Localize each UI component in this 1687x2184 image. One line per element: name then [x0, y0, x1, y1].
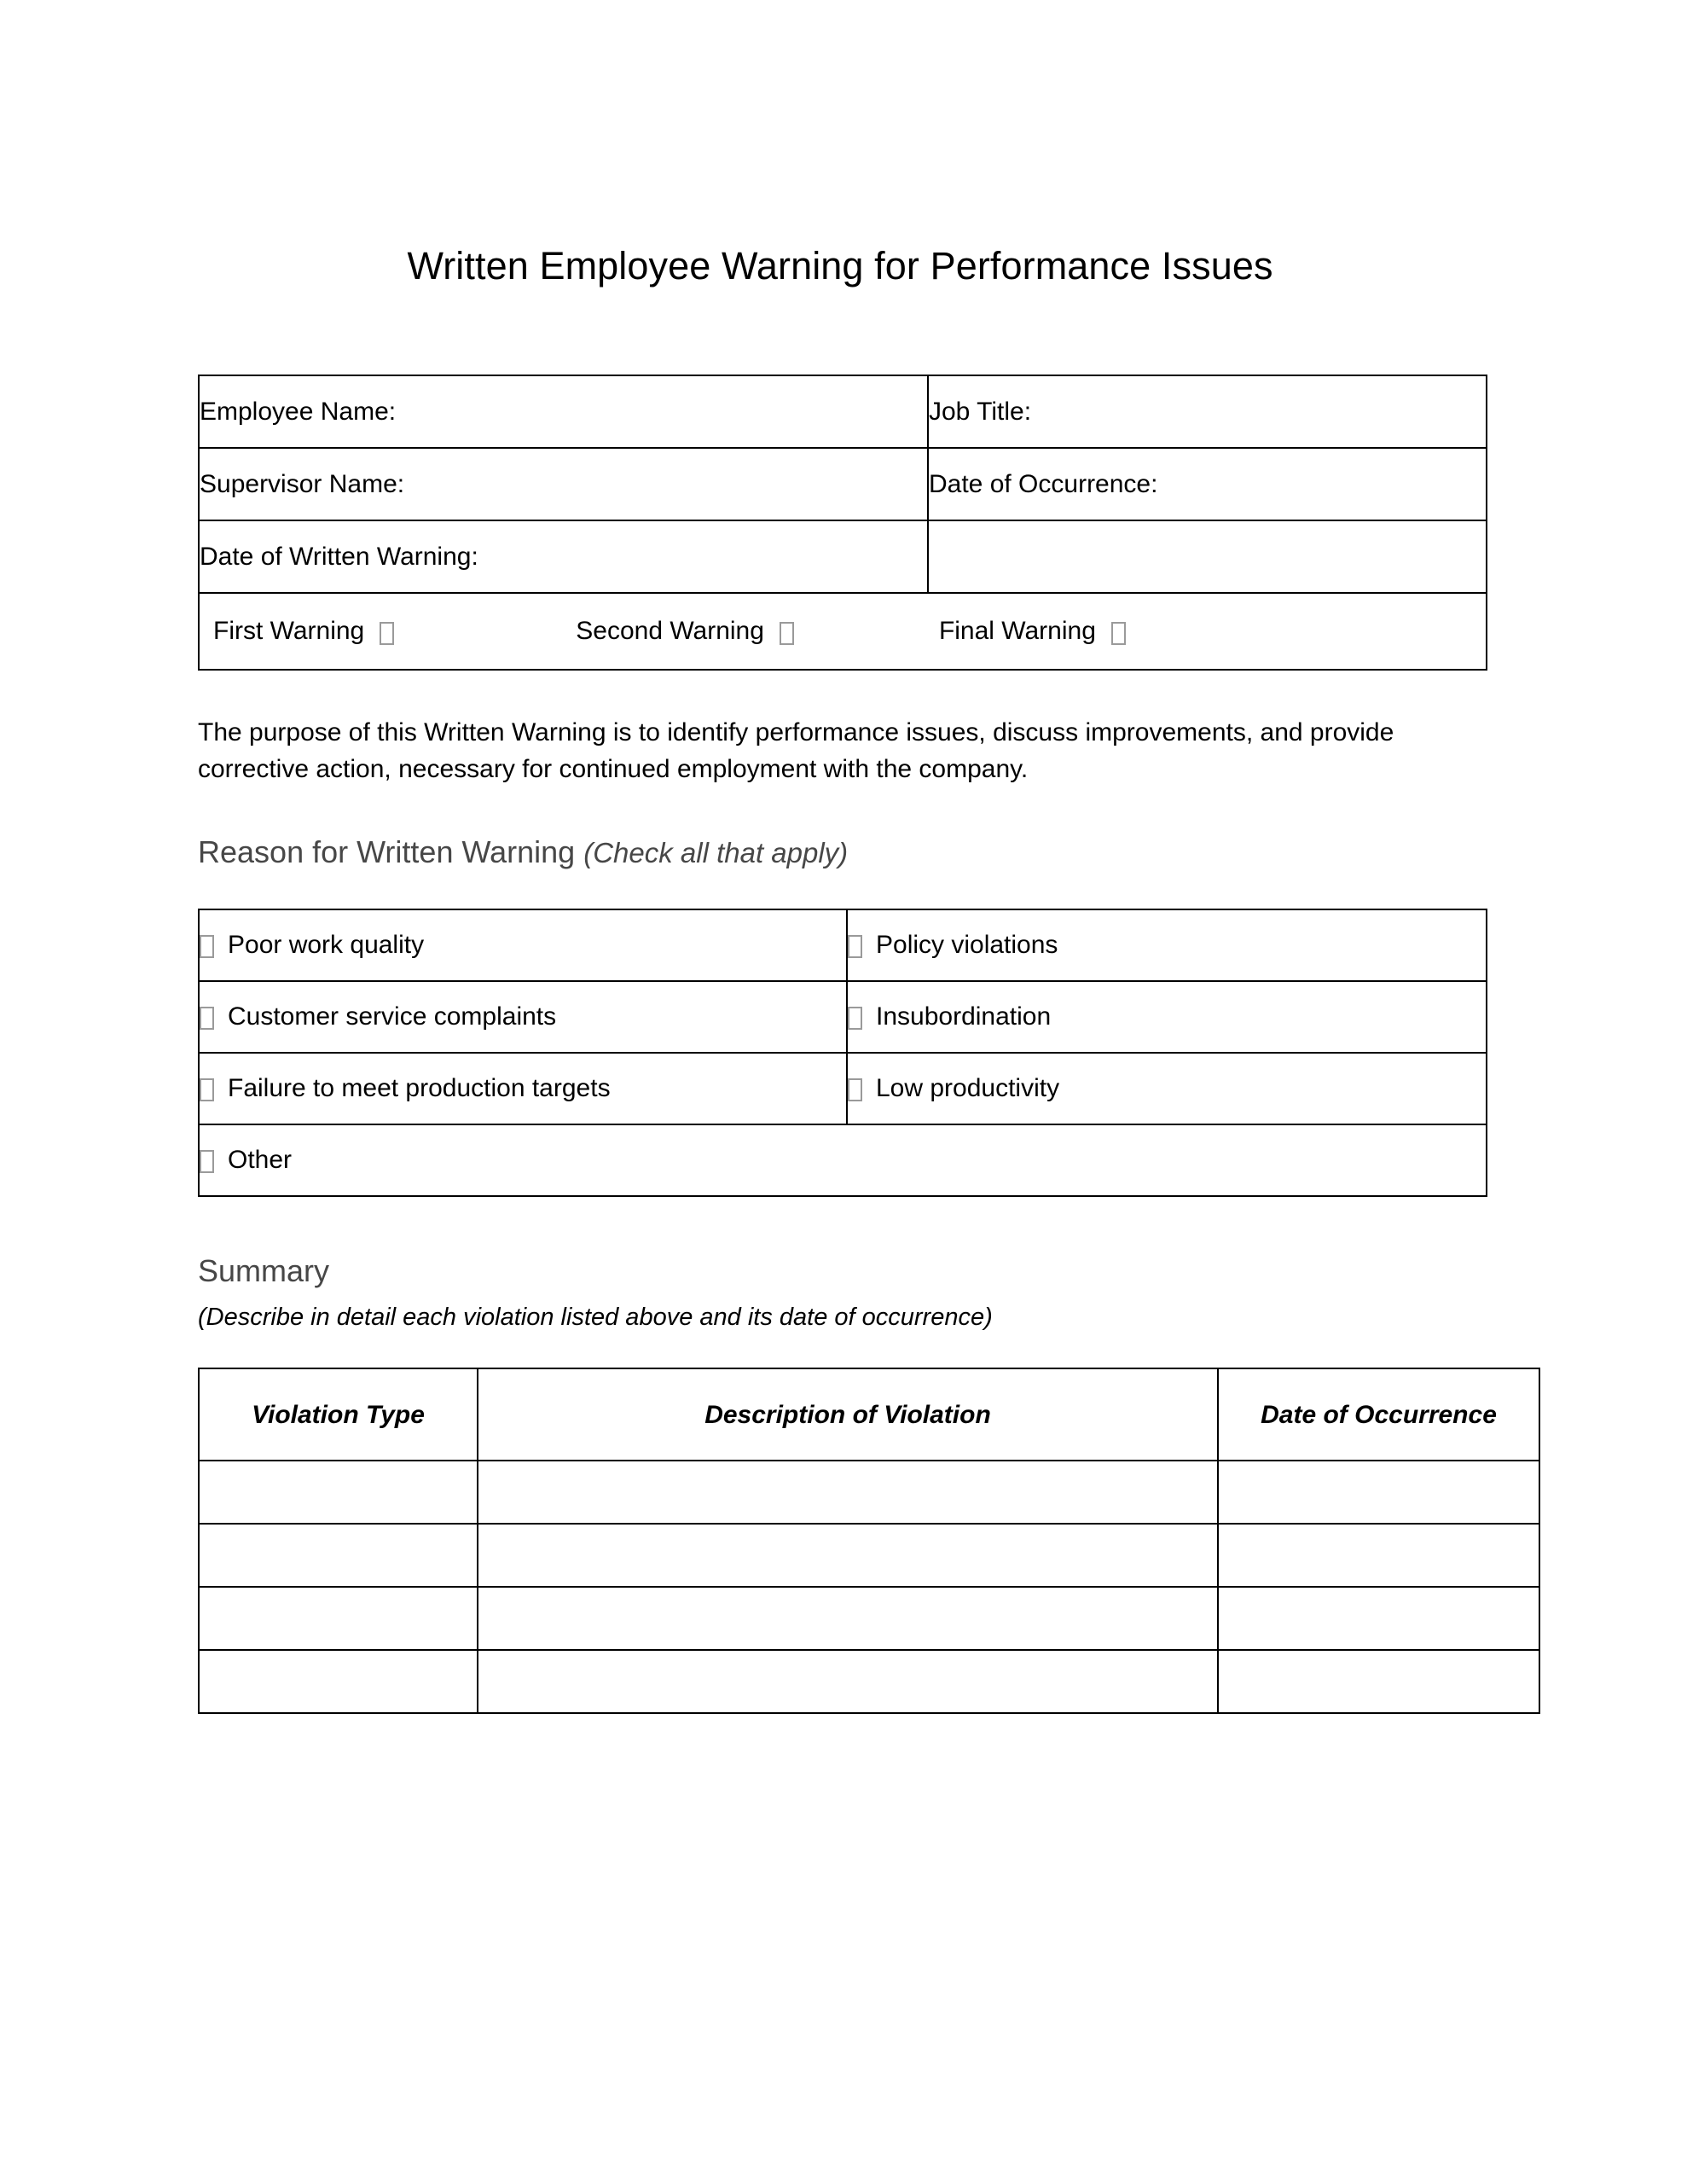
table-row — [199, 520, 1487, 593]
reason-option-label: Failure to meet production targets — [228, 1073, 611, 1102]
table-row — [199, 1650, 1539, 1713]
reason-option-label: Poor work quality — [228, 930, 425, 959]
date-of-occurrence-cell[interactable] — [1218, 1650, 1539, 1713]
date-of-occurrence-cell[interactable] — [1218, 1587, 1539, 1650]
reason-section-heading — [198, 833, 1482, 871]
unchecked-checkbox-icon[interactable] — [200, 1078, 214, 1101]
unchecked-checkbox-icon[interactable] — [848, 1078, 862, 1101]
violation-type-cell[interactable] — [199, 1587, 478, 1650]
reason-checkbox-table — [198, 909, 1487, 1197]
column-header-date-of-occurrence: Date of Occurrence — [1218, 1368, 1539, 1461]
unchecked-checkbox-icon[interactable] — [200, 935, 214, 958]
description-cell[interactable] — [478, 1524, 1218, 1587]
unchecked-checkbox-icon[interactable] — [1111, 622, 1126, 645]
table-row — [199, 1461, 1539, 1524]
reason-option-cell[interactable] — [847, 981, 1487, 1053]
table-header-row — [199, 1368, 1539, 1461]
summary-note: (Describe in detail each violation listed above and its date of occurrence) — [198, 1303, 993, 1331]
violation-type-cell[interactable] — [199, 1461, 478, 1524]
page-title: Written Employee Warning for Performance Issues — [407, 244, 1273, 288]
unchecked-checkbox-icon[interactable] — [200, 1007, 214, 1030]
violation-type-cell[interactable] — [199, 1650, 478, 1713]
description-cell[interactable] — [478, 1461, 1218, 1524]
second-warning-label: Second Warning — [576, 617, 764, 646]
date-of-written-warning-cell[interactable]: Date of Written Warning: — [199, 520, 928, 593]
reason-option-label: Low productivity — [876, 1073, 1060, 1102]
violation-summary-table — [198, 1368, 1540, 1714]
reason-option-cell[interactable] — [199, 1124, 1487, 1196]
description-cell[interactable] — [478, 1587, 1218, 1650]
reason-heading-text: Reason for Written Warning — [198, 834, 576, 869]
violation-type-cell[interactable] — [199, 1524, 478, 1587]
reason-option-cell[interactable] — [199, 981, 847, 1053]
column-header-description: Description of Violation — [478, 1368, 1218, 1461]
reason-heading-note: (Check all that apply) — [583, 836, 849, 868]
reason-option-label: Policy violations — [876, 930, 1058, 959]
table-row — [199, 909, 1487, 981]
first-warning-option[interactable] — [213, 615, 394, 648]
date-of-occurrence-cell[interactable]: Date of Occurrence: — [928, 448, 1487, 520]
document-content — [198, 0, 1497, 1714]
reason-option-label: Insubordination — [876, 1002, 1052, 1031]
first-warning-label: First Warning — [213, 617, 365, 646]
reason-option-cell[interactable] — [847, 909, 1487, 981]
unchecked-checkbox-icon[interactable] — [848, 1007, 862, 1030]
empty-cell[interactable] — [928, 520, 1487, 593]
employee-name-cell[interactable]: Employee Name: — [199, 375, 928, 448]
reason-option-label: Customer service complaints — [228, 1002, 557, 1031]
job-title-cell[interactable]: Job Title: — [928, 375, 1487, 448]
reason-option-cell[interactable] — [199, 1053, 847, 1124]
warning-level-group — [200, 594, 1486, 669]
employee-info-table — [198, 375, 1487, 671]
supervisor-name-cell[interactable]: Supervisor Name: — [199, 448, 928, 520]
table-row — [199, 1587, 1539, 1650]
second-warning-option[interactable] — [576, 615, 794, 648]
reason-option-cell[interactable] — [847, 1053, 1487, 1124]
reason-option-cell[interactable] — [199, 909, 847, 981]
unchecked-checkbox-icon[interactable] — [200, 1150, 214, 1173]
table-row — [199, 981, 1487, 1053]
unchecked-checkbox-icon[interactable] — [380, 622, 394, 645]
date-of-occurrence-cell[interactable] — [1218, 1461, 1539, 1524]
unchecked-checkbox-icon[interactable] — [780, 622, 794, 645]
warning-level-cell — [199, 593, 1487, 670]
summary-section-heading: Summary — [198, 1252, 330, 1288]
date-of-occurrence-cell[interactable] — [1218, 1524, 1539, 1587]
table-row — [199, 1124, 1487, 1196]
purpose-paragraph: The purpose of this Written Warning is to identify performance issues, discuss improvements, and provide corrective action, necessary for continued employment with the company. — [198, 718, 1394, 783]
table-row — [199, 375, 1487, 448]
final-warning-option[interactable] — [939, 615, 1126, 648]
table-row — [199, 448, 1487, 520]
table-row — [199, 593, 1487, 670]
final-warning-label: Final Warning — [938, 617, 1096, 646]
column-header-violation-type: Violation Type — [199, 1368, 478, 1461]
unchecked-checkbox-icon[interactable] — [848, 935, 862, 958]
table-row — [199, 1524, 1539, 1587]
reason-option-label: Other — [228, 1145, 293, 1174]
table-row — [199, 1053, 1487, 1124]
description-cell[interactable] — [478, 1650, 1218, 1713]
